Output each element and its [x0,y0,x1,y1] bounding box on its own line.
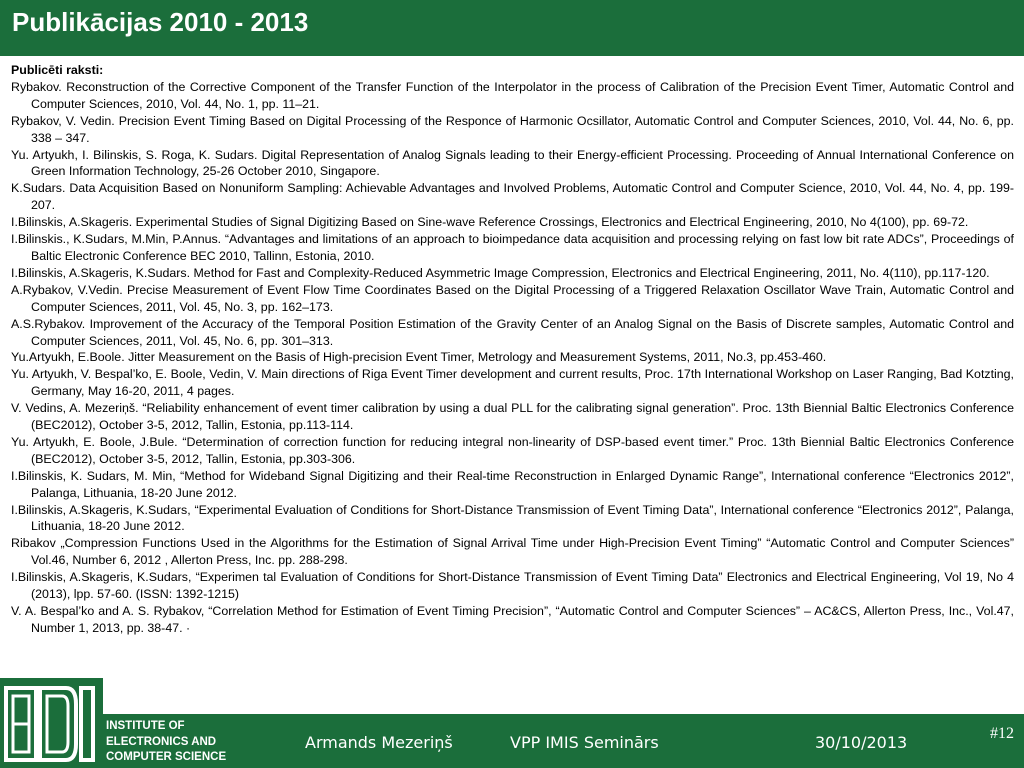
slide-title: Publikācijas 2010 - 2013 [12,7,309,37]
reference-item: Rybakov, V. Vedin. Precision Event Timing Based on Digital Processing of the Responce of Harmonic Ocsillator, Automatic Control and Computer Sciences, 2010, Vol. 44, No. 6, pp. 338 – 347. [11,113,1014,145]
institute-logo [0,678,103,768]
reference-item: Yu. Artyukh, I. Bilinskis, S. Roga, K. Sudars. Digital Representation of Analog Signals leading to their Energy-efficient Processing. Proceeding of Annual International Conference on Green Information Technology, 25-26 October 2010, Singapore. [11,147,1014,179]
reference-item: I.Bilinskis, A.Skageris, K.Sudars, “Experimen tal Evaluation of Conditions for Short-Distance Transmission of Event Timing Data” Electronics and Electrical Engineering, Vol 19, No 4 (2013), lpp. 57-60. (ISSN: 1392-1215) [11,570,1014,602]
reference-item: Yu. Artyukh, V. Bespal’ko, E. Boole, Vedin, V. Main directions of Riga Event Timer development and current results, Proc. 17th International Workshop on Laser Ranging, Bad Kotzting, Germany, May 16-20, 2011, 4 pages. [11,367,1014,399]
footer [0,678,1024,768]
reference-item: Ribakov „Compression Functions Used in the Algorithms for the Estimation of Signal Arrival Time under High-Precision Event Timing” “Automatic Control and Computer Sciences” Vol.46, Number 6, 2012 , Allerton Press, Inc. pp. 288-298. [11,536,1014,568]
footer-date: 30/10/2013 [815,733,908,752]
slide-number: #12 [990,725,1014,742]
reference-item: K.Sudars. Data Acquisition Based on Nonuniform Sampling: Achievable Advantages and Involved Problems, Automatic Control and Computer Science, 2010, Vol. 44, No. 4, pp. 199-207. [11,181,1014,213]
institute-name [106,719,226,766]
institute-line: COMPUTER SCIENCE [106,751,227,763]
institute-line: ELECTRONICS AND [106,735,217,748]
reference-item: I.Bilinskis, K. Sudars, M. Min, “Method for Wideband Signal Digitizing and their Real-time Reconstruction in Enlarged Dynamic Range”, International conference “Electronics 2012”, Palanga, Lithuania, 18-20 June 2012. [11,468,1014,500]
reference-item: V. A. Bespal’ko and A. S. Rybakov, “Correlation Method for Estimation of Event Timing Precision”, “Automatic Control and Computer Sciences” – AC&CS, Allerton Press, Inc., Vol.47, Number 1, 2013, pp. 38-47. · [11,604,1014,635]
publication-list [11,62,1014,637]
reference-item: Yu.Artyukh, E.Boole. Jitter Measurement on the Basis of High-precision Event Timer, Metrology and Measurement Systems, 2011, No.3, pp.453-460. [11,350,827,365]
title-bar [0,0,1024,56]
reference-item: I.Bilinskis, A.Skageris. Experimental Studies of Signal Digitizing Based on Sine-wave Reference Crossings, Electronics and Electrical Engineering, 2010, No 4(100), pp. 69-72. [11,215,969,230]
reference-item: A.Rybakov, V.Vedin. Precise Measurement of Event Flow Time Coordinates Based on the Digital Processing of a Triggered Relaxation Oscillator Wave Train, Automatic Control and Computer Sciences, 2011, Vol. 45, No. 3, pp. 162–173. [11,282,1014,314]
reference-item: I.Bilinskis, A.Skageris, K.Sudars. Method for Fast and Complexity-Reduced Asymmetric Image Compression, Electronics and Electrical Engineering, 2011, No. 4(110), pp.117-120. [11,265,990,280]
edi-logo-icon [4,684,98,764]
reference-item: V. Vedins, A. Mezeriņš. “Reliability enhancement of event timer calibration by using a dual PLL for the calibrating signal generation”. Proc. 13th Biennial Baltic Electronics Conference (BEC2012), October 3-5, 2012, Tallin, Estonia, pp.113-114. [11,401,1014,433]
section-heading: Publicēti raksti: [11,63,104,77]
reference-item: I.Bilinskis, A.Skageris, K.Sudars, “Experimental Evaluation of Conditions for Short-Distance Transmission of Event Timing Data”, International conference “Electronics 2012”, Palanga, Lithuania, 18-20 June 2012. [11,502,1014,534]
reference-item: Yu. Artyukh, E. Boole, J.Bule. “Determination of correction function for reducing integral non-linearity of DSP-based event timer.” Proc. 13th Biennial Baltic Electronics Conference (BEC2012), October 3-5, 2012, Tallin, Estonia, pp.303-306. [11,434,1014,466]
institute-line: INSTITUTE OF [106,720,185,732]
reference-item: A.S.Rybakov. Improvement of the Accuracy of the Temporal Position Estimation of the Gravity Center of an Analog Signal on the Basis of Discrete samples, Automatic Control and Computer Sciences, 2011, Vol. 45, No. 6, pp. 301–313. [11,316,1014,348]
reference-item: Rybakov. Reconstruction of the Corrective Component of the Transfer Function of the Interpolator in the process of Calibration of the Precision Event Timer, Automatic Control and Computer Sciences, 2010, Vol. 44, No. 1, pp. 11–21. [11,79,1014,111]
reference-item: I.Bilinskis., K.Sudars, M.Min, P.Annus. “Advantages and limitations of an approach to bioimpedance data acquisition and processing relying on fast low bit rate ADCs”, Proceedings of Baltic Electronic Conference BEC 2010, Tallinn, Estonia, 2010. [11,232,1014,263]
footer-author: Armands Mezeriņš [305,733,453,752]
footer-event: VPP IMIS Seminārs [510,733,659,752]
